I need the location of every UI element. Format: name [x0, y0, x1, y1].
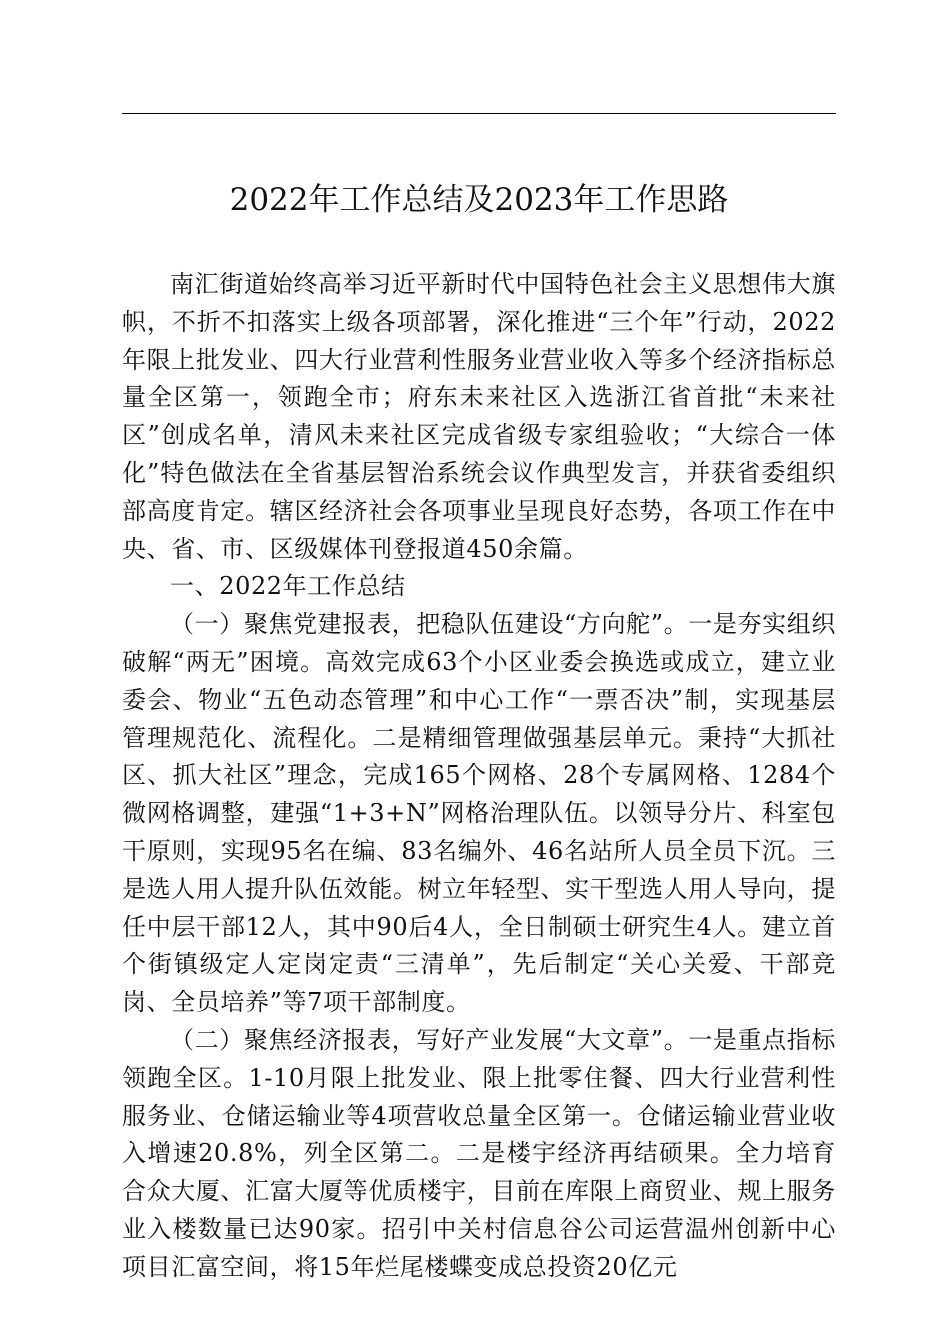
- document-title: 2022年工作总结及2023年工作思路: [229, 182, 729, 218]
- document-body: [122, 266, 836, 1287]
- paragraph-party-building: （一）聚焦党建报表，把稳队伍建设“方向舵”。一是夯实组织破解“两无”困境。高效完成63个小区业委会换选或成立，建立业委会、物业“五色动态管理”和中心工作“一票否决”制，实现基层管理规范化、流程化。二是精细管理做强基层单元。秉持“大抓社区、抓大社区”理念，完成165个网格、28个专属网格、1284个微网格调整，建强“1+3+N”网格治理队伍。以领导分片、科室包干原则，实现95名在编、83名编外、46名站所人员全员下沉。三是选人用人提升队伍效能。树立年轻型、实干型选人用人导向，提任中层干部12人，其中90后4人，全日制硕士研究生4人。建立首个街镇级定人定岗定责“三清单”，先后制定“关心关爱、干部竞岗、全员培养”等7项干部制度。: [122, 610, 836, 1017]
- intro-paragraph: 南汇街道始终高举习近平新时代中国特色社会主义思想伟大旗帜，不折不扣落实上级各项部署，深化推进“三个年”行动，2022年限上批发业、四大行业营利性服务业营业收入等多个经济指标总量全区第一，领跑全市；府东未来社区入选浙江省首批“未来社区”创成名单，清风未来社区完成省级专家组验收；“大综合一体化”特色做法在全省基层智治系统会议作典型发言，并获省委组织部高度肯定。辖区经济社会各项事业呈现良好态势，各项工作在中央、省、市、区级媒体刊登报道450余篇。: [122, 270, 836, 563]
- header-rule: [122, 113, 836, 114]
- section-heading-1: 一、2022年工作总结: [170, 572, 406, 601]
- paragraph-economy: （二）聚焦经济报表，写好产业发展“大文章”。一是重点指标领跑全区。1-10月限上批发业、限上批零住餐、四大行业营利性服务业、仓储运输业等4项营收总量全区第一。仓储运输业营业收入增速20.8%，列全区第二。二是楼宇经济再结硕果。全力培育合众大厦、汇富大厦等优质楼宇，目前在库限上商贸业、规上服务业入楼数量已达90家。招引中关村信息谷公司运营温州创新中心项目汇富空间，将15年烂尾楼蝶变成总投资20亿元: [122, 1025, 836, 1281]
